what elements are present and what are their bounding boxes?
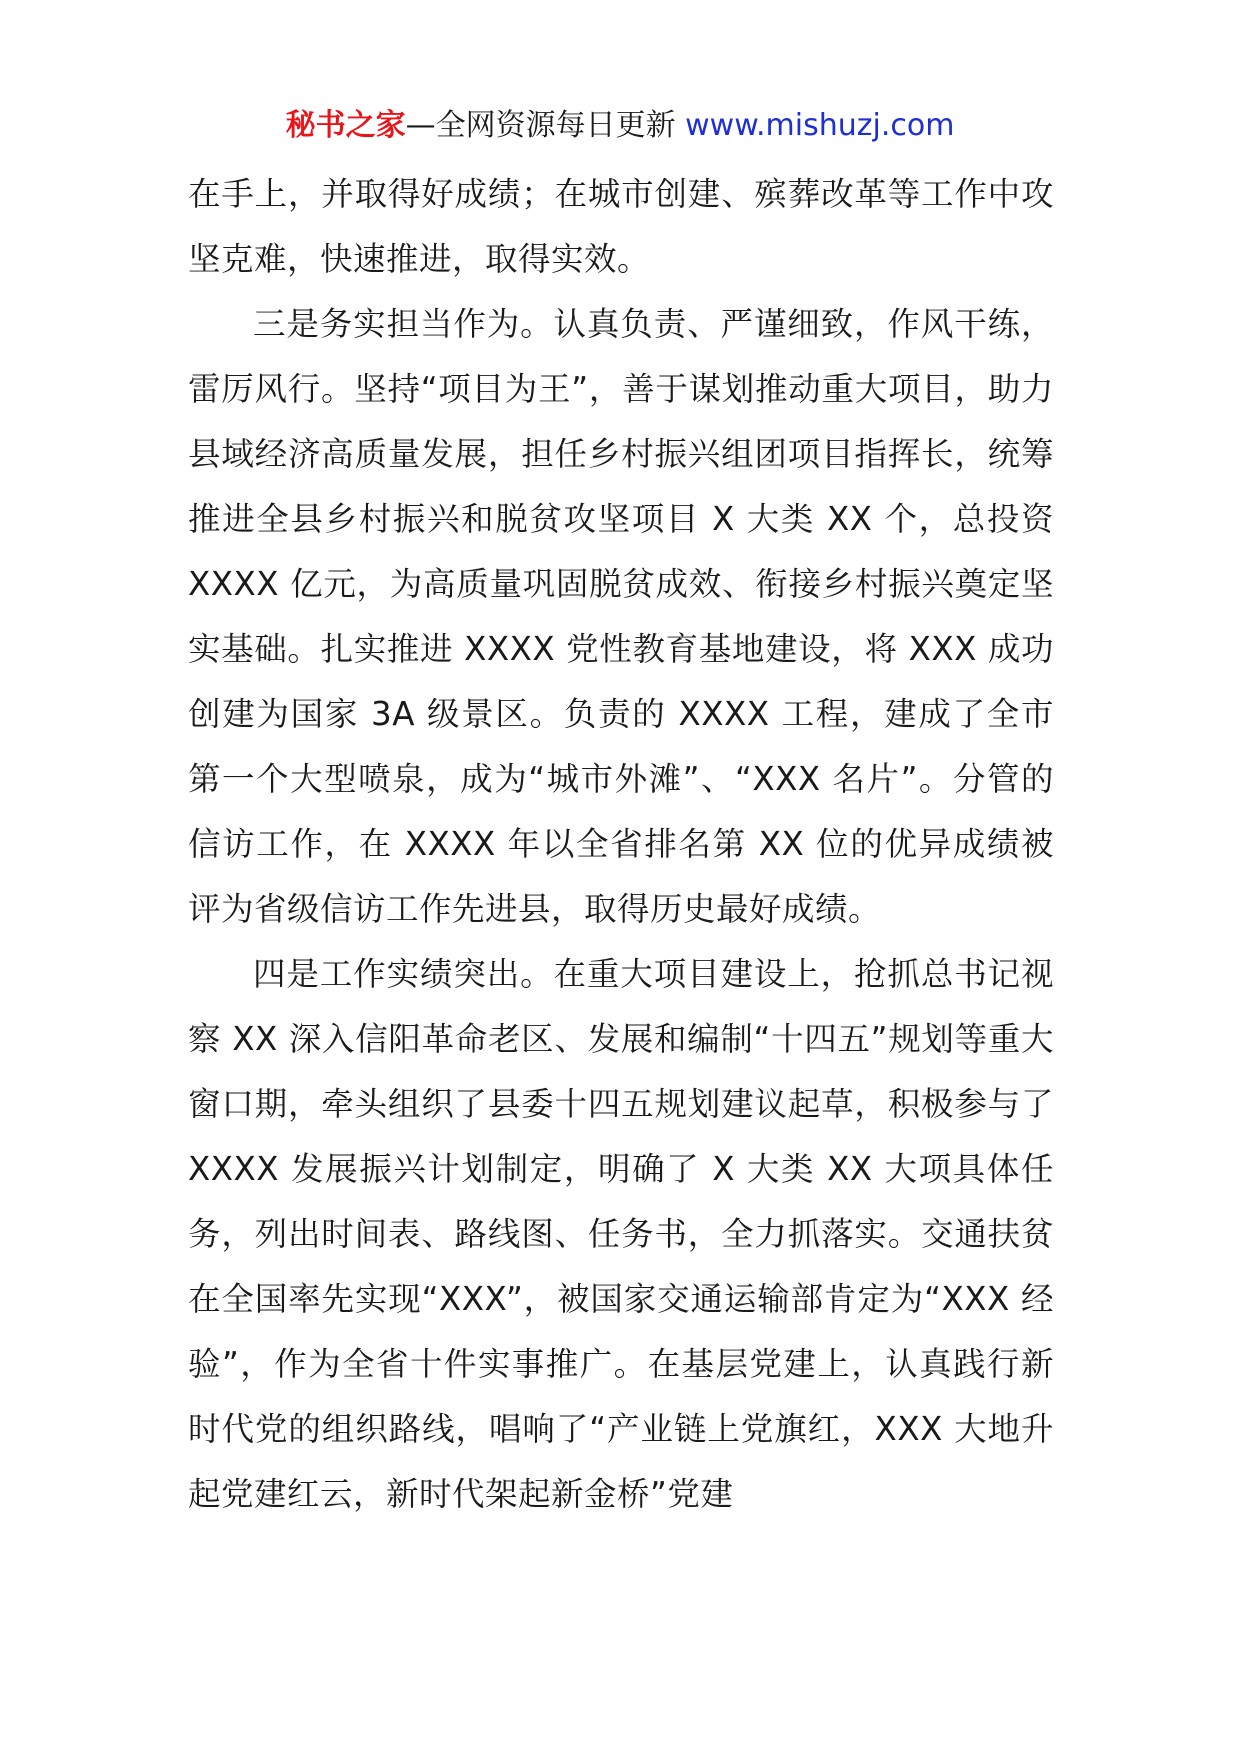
site-url[interactable]: www.mishuzj.com — [685, 108, 955, 143]
document-body — [188, 162, 1054, 1527]
page-header — [0, 104, 1240, 148]
site-brand: 秘书之家 — [285, 108, 406, 143]
paragraph-three: 三是务实担当作为。认真负责、严谨细致，作风干练，雷厉风行。坚持“项目为王”，善于谋划推动重大项目，助力县域经济高质量发展，担任乡村振兴组团项目指挥长，统筹推进全县乡村振兴和脱贫攻坚项目 X 大类 XX 个，总投资 XXXX 亿元，为高质量巩固脱贫成效、衔接乡村振兴奠定坚实基础。扎实推进 XXXX 党性教育基地建设，将 XXX 成功创建为国家 3A 级景区。负责的 XXXX 工程，建成了全市第一个大型喷泉，成为“城市外滩”、“XXX 名片”。分管的信访工作，在 XXXX 年以全省排名第 XX 位的优异成绩被评为省级信访工作先进县，取得历史最好成绩。 — [188, 305, 1054, 928]
site-tagline: —全网资源每日更新 — [405, 108, 686, 143]
paragraph-four: 四是工作实绩突出。在重大项目建设上，抢抓总书记视察 XX 深入信阳革命老区、发展和编制“十四五”规划等重大窗口期，牵头组织了县委十四五规划建议起草，积极参与了 XXXX 发展振兴计划制定，明确了 X 大类 XX 大项具体任务，列出时间表、路线图、任务书，全力抓落实。交通扶贫在全国率先实现“XXX”，被国家交通运输部肯定为“XXX 经验”，作为全省十件实事推广。在基层党建上，认真践行新时代党的组织路线，唱响了“产业链上党旗红，XXX 大地升起党建红云，新时代架起新金桥”党建 — [188, 955, 1054, 1513]
paragraph-continuation: 在手上，并取得好成绩；在城市创建、殡葬改革等工作中攻坚克难，快速推进，取得实效。 — [188, 175, 1054, 278]
